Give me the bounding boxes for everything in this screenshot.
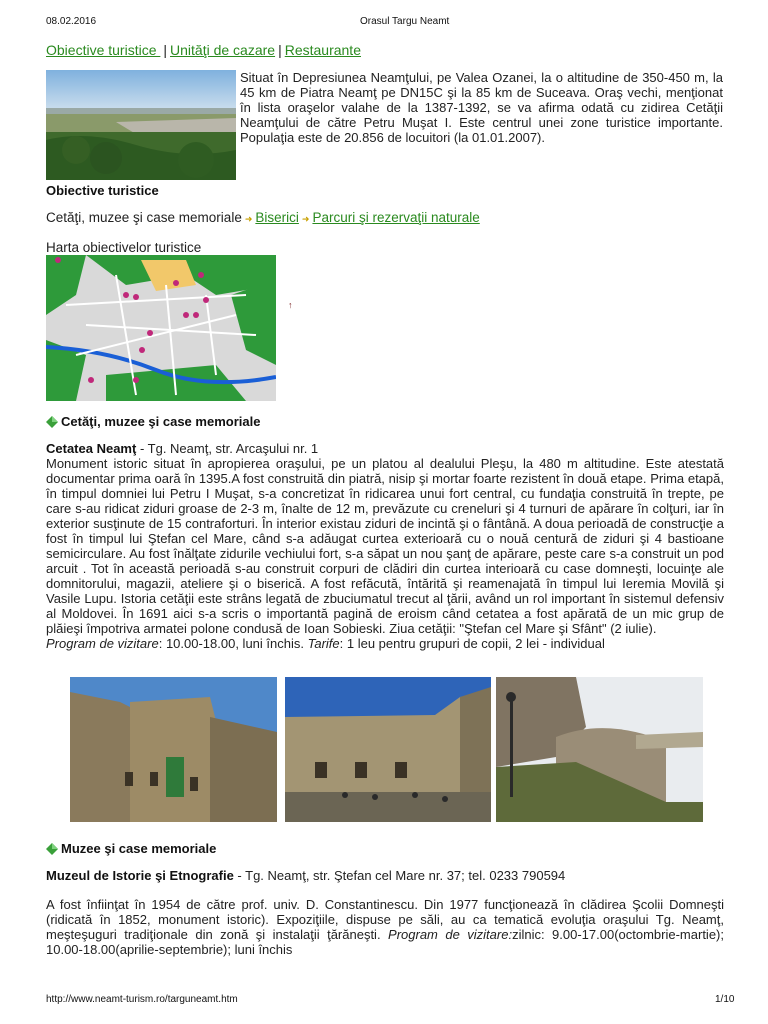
map-caption: Harta obiectivelor turistice xyxy=(46,240,202,255)
museum-address: - Tg. Neamţ, str. Ştefan cel Mare nr. 37; tel. 0233 790594 xyxy=(233,868,566,883)
objectives-heading: Obiective turistice xyxy=(46,183,159,198)
town-panorama-photo xyxy=(46,70,236,180)
page-number: 1/10 xyxy=(715,994,735,1005)
program-value: : 10.00-18.00, luni închis. xyxy=(158,636,308,651)
muzeul-description xyxy=(46,897,724,957)
category-navigation xyxy=(46,210,480,225)
link-parcuri[interactable]: Parcuri şi rezervaţii naturale xyxy=(312,210,480,225)
fortress-photo-3 xyxy=(496,677,703,822)
section-heading-muzee xyxy=(46,841,216,856)
tariff-label: Tarife xyxy=(307,636,340,651)
fortress-photo-1 xyxy=(70,677,277,822)
nav-link-obiective[interactable]: Obiective turistice xyxy=(46,42,161,58)
gem-bullet-icon xyxy=(46,416,58,428)
site-name: Cetatea Neamţ xyxy=(46,441,137,456)
site-text: Monument istoric situat în apropierea oraşului, pe un platou al dealului Pleşu, la 480 m altitudine. Este atestată documentar prima oară în 1395.A fost construită din piatră, nisip şi mortar foarte rezistent în două etape. Prima etapă, în timpul domniei lui Petru I Muşat, s-a concretizat în ridicarea unui fort central, cu fundaţia construită în trepte, pe care s-au ridicat ziduri groase de 2-3 m, înalte de 12 m, prevăzute cu creneluri şi 4 turnuri de apărare în colţuri, iar în exterior susţinute de 15 contraforturi. În interior existau ziduri de incintă şi o fântână. A doua perioadă de construcţie a fost în timpul lui Ştefan cel Mare, când s-a adăugat curtea exterioară cu o nouă centură de ziduri şi 4 bastioane semicirculare. Au fost înălţate zidurile vechiului fort, s-a săpat un nou şanţ de apărare, peste care s-a construit un pod arcuit . Tot în această perioadă s-au construit corpuri de clădiri din curtea interioară cu case domneşti, locuinţe ale domnitorului, magazii, ateliere şi o biserică. A fost refăcută, întărită şi reamenajată în timpul lui Ieremia Movilă şi Vasile Lupu. Istoria cetăţii este strâns legată de zbuciumatul trecut al ţării, având un rol important în sistemul defensiv al Moldovei. În 1691 aici s-a scris o importantă pagină de eroism când cetatea a fost apărată de un mic grup de plăieşi împotriva armatei polone condusă de Ioan Sobieski. Ziua cetăţii: "Ştefan cel Mare şi Sfânt" (2 iulie). xyxy=(46,456,724,636)
print-date: 08.02.2016 xyxy=(46,16,97,27)
print-url: http://www.neamt-turism.ro/targuneamt.htm xyxy=(46,994,238,1005)
intro-text: Situat în Depresiunea Neamţului, pe Valea Ozanei, la o altitudine de 350-450 m, la 45 km de Piatra Neamţ pe DN15C şi la 85 km de Suceava. Oraş vechi, menţionat în lista oraşelor valahe de la 1387-1392, se va afirma odată cu zidirea Cetăţii Neamţului de către Petru Muşat I. Este centrul unei zone turistice importante. Populaţia este de 20.856 de locuitori (la 01.01.2007). xyxy=(240,70,723,145)
museum-text: A fost înfiinţat în 1954 de către prof. univ. D. Constantinescu. Din 1977 funcţionează în clădirea Şcolii Domneşti (ridicată în 1852, monument istoric). Expoziţiile, dispuse pe săli, au ca tematică evoluţia oraşului Tg. Neamţ, meşteşuguri tradiţionale din zonă şi instalaţii ţărăneşti. xyxy=(46,897,724,942)
fortress-photo-2 xyxy=(285,677,491,822)
section-heading-cetati xyxy=(46,414,260,429)
tariff-value: : 1 leu pentru grupuri de copii, 2 lei - individual xyxy=(339,636,605,651)
section-heading-cetati-text: Cetăţi, muzee şi case memoriale xyxy=(61,414,261,429)
museum-program-value: zilnic: 9.00-17.00(octombrie-martie); 10.00-18.00(aprilie-septembrie); luni închis xyxy=(46,927,724,957)
muzeul-title xyxy=(46,868,724,883)
arrow-icon: ➜ xyxy=(301,214,310,224)
tourist-map[interactable] xyxy=(46,255,276,401)
museum-name: Muzeul de Istorie şi Etnografie xyxy=(46,868,234,883)
nav-link-cazare[interactable]: Unităţi de cazare xyxy=(170,42,276,58)
program-label: Program de vizitare xyxy=(46,636,159,651)
map-pin-icon: ↑ xyxy=(288,300,293,310)
section-heading-muzee-text: Muzee şi case memoriale xyxy=(61,841,217,856)
cetatea-neamt-description xyxy=(46,441,724,651)
top-navigation xyxy=(46,42,361,58)
nav-separator: | xyxy=(278,42,282,58)
nav-link-restaurante[interactable]: Restaurante xyxy=(284,42,361,58)
site-address: - Tg. Neamţ, str. Arcaşului nr. 1 xyxy=(136,441,319,456)
nav-separator: | xyxy=(163,42,168,58)
print-title: Orasul Targu Neamt xyxy=(360,16,450,27)
link-biserici[interactable]: Biserici xyxy=(255,210,299,225)
gem-bullet-icon xyxy=(46,843,58,855)
current-category: Cetăţi, muzee şi case memoriale xyxy=(46,210,242,225)
museum-program-label: Program de vizitare: xyxy=(388,927,513,942)
arrow-icon: ➜ xyxy=(244,214,253,224)
